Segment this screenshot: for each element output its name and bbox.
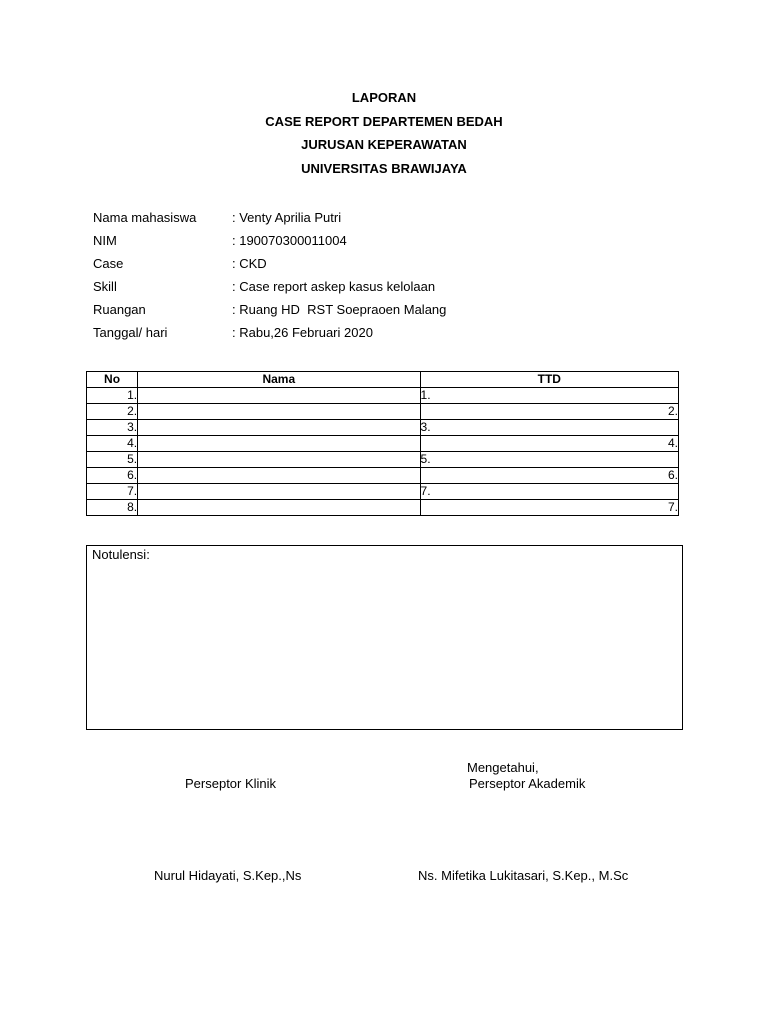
row-no: 6. xyxy=(87,468,138,484)
info-row-name xyxy=(93,206,446,229)
row-no: 5. xyxy=(87,452,138,468)
row-nama xyxy=(138,388,420,404)
notes-box xyxy=(86,545,683,730)
notes-label: Notulensi: xyxy=(92,547,150,562)
row-no: 4. xyxy=(87,436,138,452)
row-nama xyxy=(138,420,420,436)
row-no: 2. xyxy=(87,404,138,420)
info-label: Tanggal/ hari xyxy=(93,325,168,340)
info-value: : Rabu,26 Februari 2020 xyxy=(232,325,373,340)
info-row-room xyxy=(93,298,446,321)
document-header xyxy=(0,86,768,180)
attendance-table xyxy=(86,371,679,516)
left-signer-title: Perseptor Klinik xyxy=(185,776,277,791)
info-value: : Ruang HD RST Soepraoen Malang xyxy=(232,302,447,317)
row-nama xyxy=(138,484,420,500)
row-ttd: 2. xyxy=(420,404,678,420)
info-label: Skill xyxy=(93,279,117,294)
table-header-row xyxy=(87,372,679,388)
info-value: : Case report askep kasus kelolaan xyxy=(232,279,436,294)
header-title: LAPORAN xyxy=(351,90,417,105)
row-ttd: 5. xyxy=(420,452,678,468)
info-value: : CKD xyxy=(232,256,267,271)
table-row xyxy=(87,500,679,516)
table-row xyxy=(87,388,679,404)
row-nama xyxy=(138,468,420,484)
info-label: NIM xyxy=(93,233,117,248)
header-subtitle: CASE REPORT DEPARTEMEN BEDAH xyxy=(265,113,503,129)
row-ttd: 7. xyxy=(420,484,678,500)
row-no: 3. xyxy=(87,420,138,436)
row-no: 7. xyxy=(87,484,138,500)
column-header-no: No xyxy=(87,372,138,388)
row-ttd: 1. xyxy=(420,388,678,404)
column-header-nama: Nama xyxy=(138,372,420,388)
right-signer-name: Ns. Mifetika Lukitasari, S.Kep., M.Sc xyxy=(418,868,629,883)
acknowledged-label: Mengetahui, xyxy=(467,760,539,775)
table-row xyxy=(87,452,679,468)
row-no: 1. xyxy=(87,388,138,404)
column-header-ttd: TTD xyxy=(420,372,678,388)
table-row xyxy=(87,436,679,452)
row-nama xyxy=(138,452,420,468)
row-ttd: 6. xyxy=(420,468,678,484)
header-university: UNIVERSITAS BRAWIJAYA xyxy=(301,160,467,176)
row-ttd: 3. xyxy=(420,420,678,436)
info-row-nim xyxy=(93,229,446,252)
row-nama xyxy=(138,500,420,516)
right-signer-title: Perseptor Akademik xyxy=(469,776,586,791)
student-info xyxy=(93,206,446,344)
info-row-case xyxy=(93,252,446,275)
info-row-date xyxy=(93,321,446,344)
info-value: : 190070300011004 xyxy=(232,233,347,248)
table-row xyxy=(87,404,679,420)
row-nama xyxy=(138,436,420,452)
header-department: JURUSAN KEPERAWATAN xyxy=(301,137,467,152)
row-ttd: 7. xyxy=(420,500,678,516)
row-no: 8. xyxy=(87,500,138,516)
info-label: Nama mahasiswa xyxy=(93,210,197,225)
table-row xyxy=(87,484,679,500)
row-nama xyxy=(138,404,420,420)
row-ttd: 4. xyxy=(420,436,678,452)
table-row xyxy=(87,420,679,436)
info-value: : Venty Aprilia Putri xyxy=(232,210,342,225)
left-signer-name: Nurul Hidayati, S.Kep.,Ns xyxy=(154,868,302,883)
info-label: Case xyxy=(93,256,124,271)
info-label: Ruangan xyxy=(93,302,146,317)
info-row-skill xyxy=(93,275,446,298)
table-row xyxy=(87,468,679,484)
